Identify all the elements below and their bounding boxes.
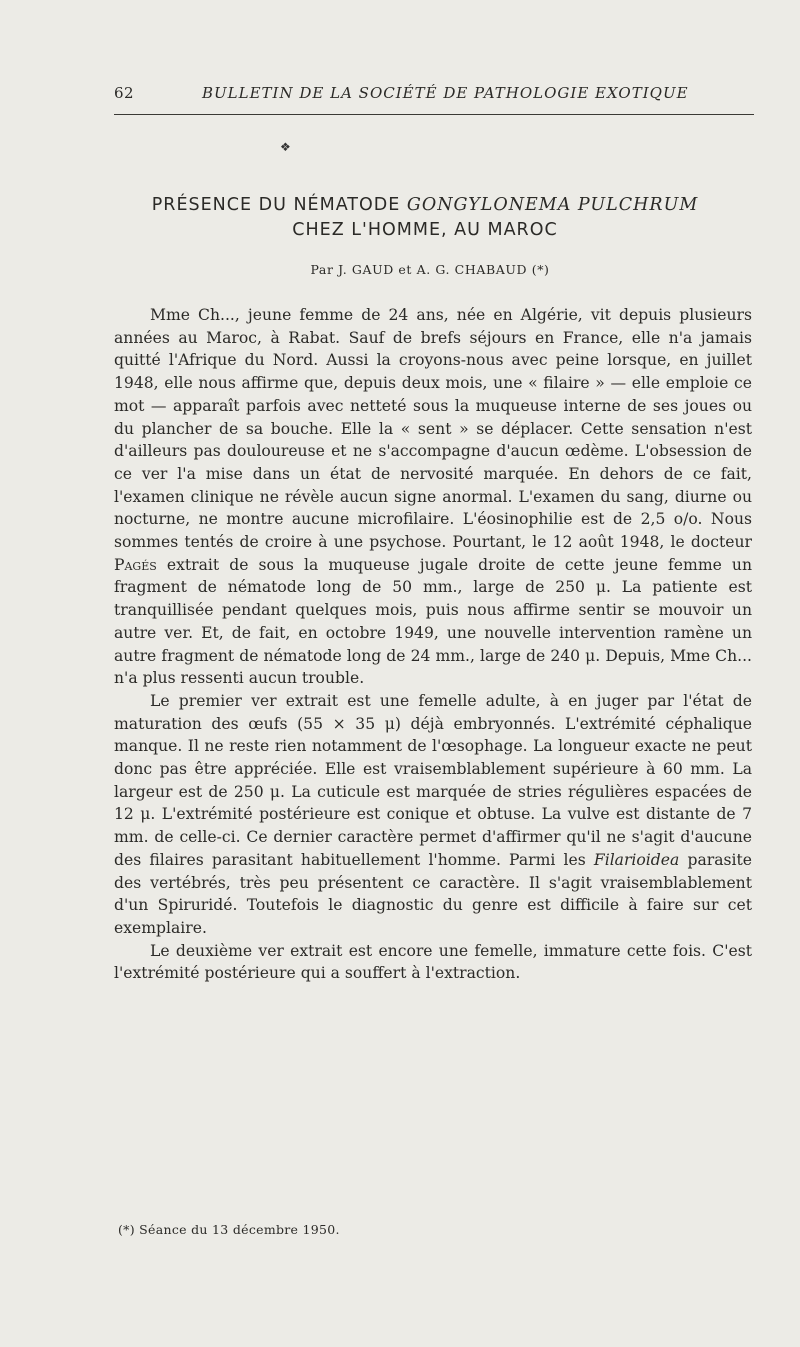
paragraph-2-end: parasite des vertébrés, très peu présentent ce caractère. Il s'agit vraisemblablement d'un Spiruridé. Toutefois le diagnostic du genre est difficile à faire sur cet exemplaire. [114,850,752,937]
header-rule [114,114,754,115]
article-title [120,193,730,243]
taxon-italic: Filarioidea [593,850,680,869]
article-authors: Par J. GAUD et A. G. CHABAUD (*) [310,262,550,277]
footnote: (*) Séance du 13 décembre 1950. [118,1222,340,1237]
article-body [114,304,752,985]
journal-title: BULLETIN DE LA SOCIÉTÉ DE PATHOLOGIE EXOTIQUE [202,84,689,102]
doctor-name: Pagés [114,555,157,574]
title-line-1 [120,193,730,218]
paragraph-1-text: Mme Ch..., jeune femme de 24 ans, née en Algérie, vit depuis plusieurs années au Maroc, à Rabat. Sauf de brefs séjours en France, elle n'a jamais quitté l'Afrique du Nord. Aussi la croyons-nous avec peine lorsque, en juillet 1948, elle nous affirme que, depuis deux mois, une « filaire » — elle emploie ce mot — apparaît parfois avec netteté sous la muqueuse interne de ses joues ou du plancher de sa bouche. Elle la « sent » se déplacer. Cette sensation n'est d'ailleurs pas douloureuse et ne s'accompagne d'aucun œdème. L'obsession de ce ver l'a mise dans un état de nervosité marquée. En dehors de ce fait, l'examen clinique ne révèle aucun signe anormal. L'examen du sang, diurne ou nocturne, ne montre aucune microfilaire. L'éosinophilie est de 2,5 o/o. Nous sommes tentés de croire à une psychose. Pourtant, le 12 août 1948, le docteur [114,306,752,552]
paragraph-1 [114,304,752,690]
printer-mark-icon: ❖ [280,140,291,154]
title-line-2: CHEZ L'HOMME, AU MAROC [292,220,558,240]
paragraph-1-rest: extrait de sous la muqueuse jugale droite de cette jeune femme un fragment de nématode long de 50 mm., large de 250 μ. La patiente est tranquillisée pendant quelques mois, puis nous affirme sentir se mouvoir un autre ver. Et, de fait, en octobre 1949, une nouvelle intervention ramène un autre fragment de nématode long de 24 mm., large de 240 μ. Depuis, Mme Ch... n'a plus ressenti aucun trouble. [114,555,752,688]
title-genus: GONGYLONEMA PULCHRUM [406,195,699,215]
title-prefix: PRÉSENCE DU NÉMATODE [151,195,401,215]
paragraph-3: Le deuxième ver extrait est encore une femelle, immature cette fois. C'est l'extrémité postérieure qui a souffert à l'extraction. [114,941,752,983]
paragraph-2 [114,690,752,940]
page-number: 62 [114,84,135,102]
paragraph-2-start: Le premier ver extrait est une femelle adulte, à en juger par l'état de maturation des œufs (55 × 35 μ) déjà embryonnés. L'extrémité céphalique manque. Il ne reste rien notamment de l'œsophage. La longueur exacte ne peut donc pas être appréciée. Elle est vraisemblablement supérieure à 60 mm. La largeur est de 250 μ. La cuticule est marquée de stries régulières espacées de 12 μ. L'extrémité postérieure est conique et obtuse. La vulve est distante de 7 mm. de celle-ci. Ce dernier caractère permet d'affirmer qu'il ne s'agit d'aucune des filaires parasitant habituellement l'homme. Parmi les [114,691,752,869]
